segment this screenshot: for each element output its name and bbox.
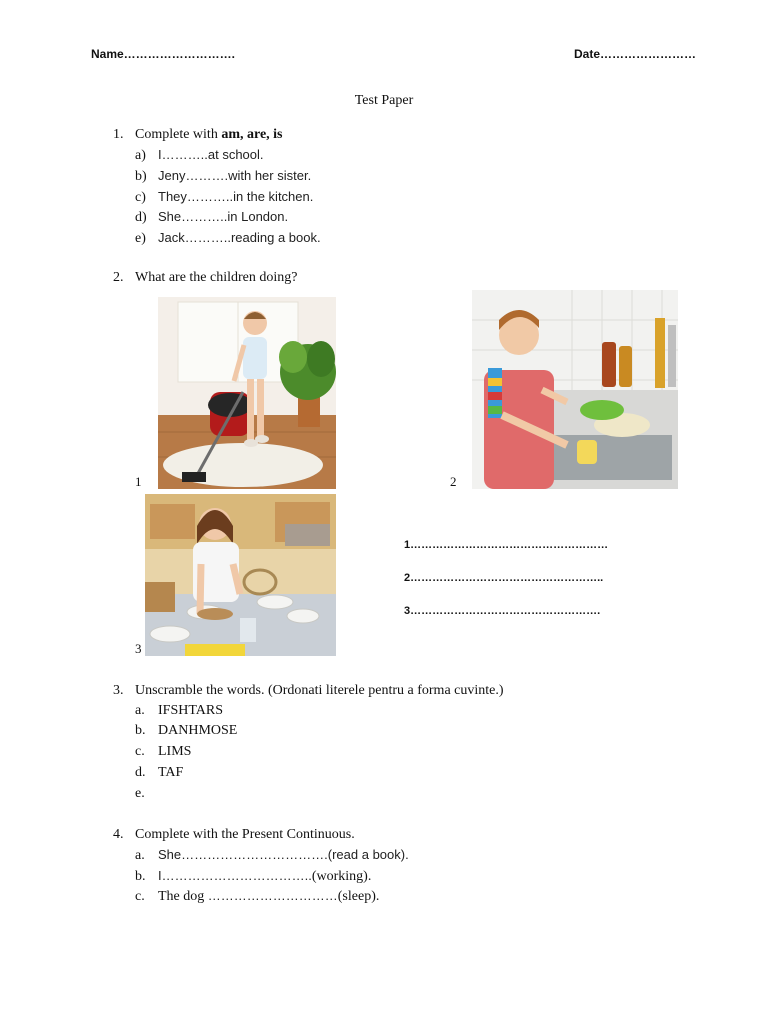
prompt-keywords: am, are, is (221, 127, 283, 142)
q1-item-e (135, 230, 321, 247)
prompt-text: Complete with the Present Continuous. (135, 827, 355, 842)
question-number: 1. (113, 127, 124, 142)
item-subject: Jack (158, 230, 185, 245)
item-rest: (sleep). (337, 889, 380, 904)
prompt-text: What are the children doing? (135, 270, 298, 285)
question-2-prompt (113, 270, 297, 286)
scrambled-word: TAF (158, 765, 184, 780)
answer-line-1[interactable]: 1……………………………………………… (404, 539, 609, 551)
scrambled-word: IFSHTARS (158, 703, 224, 718)
item-label: d. (135, 765, 146, 780)
picture-number-1: 1 (135, 474, 142, 489)
item-label: b. (135, 869, 146, 884)
item-rest: with her sister. (228, 168, 312, 183)
blank-line[interactable]: ……….. (186, 189, 234, 204)
answer-line-2[interactable]: 2…………………………………………….. (404, 572, 604, 584)
item-rest: (read a book). (327, 847, 409, 862)
q1-item-a (135, 147, 264, 164)
q3-item-c (135, 744, 191, 760)
prompt-text: Complete with (135, 127, 222, 142)
question-3-prompt (113, 683, 504, 699)
blank-line[interactable]: …………………………….. (161, 868, 312, 883)
scrambled-word: LIMS (158, 744, 192, 759)
item-label: e) (135, 231, 146, 246)
item-label: a. (135, 848, 145, 863)
vacuuming-illustration (158, 297, 336, 489)
item-label: a) (135, 148, 146, 163)
q4-item-b (135, 868, 371, 885)
photo-child-vacuuming (158, 297, 336, 489)
question-number: 2. (113, 270, 124, 285)
washing-dishes-illustration (472, 290, 678, 489)
blank-line[interactable]: ……….. (184, 230, 231, 245)
item-label: e. (135, 786, 145, 801)
item-label: a. (135, 703, 145, 718)
picture-number-2: 2 (450, 474, 457, 489)
answer-line-3[interactable]: 3……………………………………………. (404, 605, 601, 617)
item-subject: I (158, 147, 162, 162)
item-rest: in London. (227, 209, 289, 224)
q3-item-e (135, 786, 158, 802)
question-number: 3. (113, 683, 124, 698)
q3-item-a (135, 703, 223, 719)
question-number: 4. (113, 827, 124, 842)
q4-item-c (135, 888, 379, 905)
scrambled-word: DANHMOSE (158, 723, 238, 738)
name-field[interactable]: Name………………………. (91, 47, 236, 61)
photo-child-setting-table (145, 494, 336, 656)
item-rest: (working). (311, 869, 372, 884)
page-title: Test Paper (354, 93, 414, 108)
blank-line[interactable]: ……………………………. (181, 847, 328, 862)
q1-item-b (135, 168, 311, 185)
q4-item-a (135, 847, 409, 864)
item-label: c. (135, 744, 145, 759)
date-field[interactable]: Date…………………… (574, 47, 697, 61)
item-subject: I (158, 868, 162, 883)
item-label: d) (135, 210, 147, 225)
photo-child-washing-dishes (472, 290, 678, 489)
item-label: c. (135, 889, 145, 904)
item-subject: The dog (158, 889, 208, 904)
q3-item-b (135, 723, 237, 739)
item-subject: She (158, 209, 182, 224)
setting-table-illustration (145, 494, 336, 656)
blank-line[interactable]: ………. (185, 168, 229, 183)
blank-line[interactable]: ……….. (161, 147, 208, 162)
prompt-text: Unscramble the words. (Ordonati literele pentru a forma cuvinte.) (135, 683, 504, 698)
question-4-prompt (113, 827, 355, 843)
q1-item-c (135, 189, 313, 206)
item-label: b. (135, 723, 146, 738)
item-subject: She (158, 847, 182, 862)
item-subject: Jeny (158, 168, 186, 183)
q1-item-d (135, 209, 288, 226)
blank-line[interactable]: ………………………… (207, 888, 338, 903)
item-rest: reading a book. (230, 230, 321, 245)
item-label: b) (135, 169, 147, 184)
question-1-prompt (113, 127, 283, 143)
item-rest: in the kitchen. (233, 189, 314, 204)
q3-item-d (135, 765, 183, 781)
item-rest: at school. (207, 147, 264, 162)
item-label: c) (135, 190, 146, 205)
picture-number-3: 3 (135, 641, 142, 656)
item-subject: They (158, 189, 187, 204)
blank-line[interactable]: ……….. (181, 209, 228, 224)
